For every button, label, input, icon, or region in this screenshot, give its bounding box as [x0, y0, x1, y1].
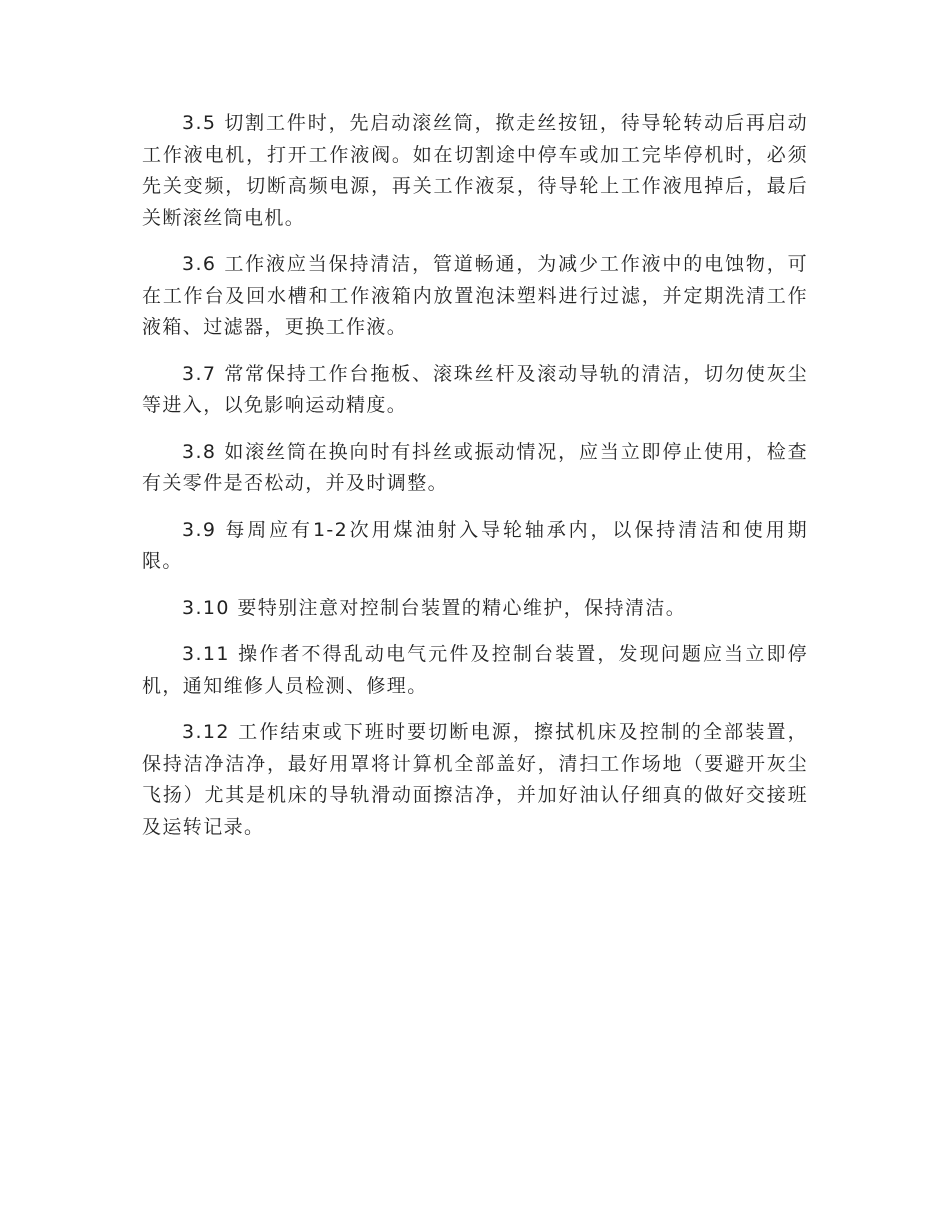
paragraph-3-12: 3.12 工作结束或下班时要切断电源，擦拭机床及控制的全部装置，保持洁净洁净，最好用罩将计算机全部盖好，清扫工作场地（要避开灰尘飞扬）尤其是机床的导轨滑动面擦洁净，并加好油认仔细真的做好交接班及运转记录。	[142, 721, 808, 838]
paragraph-3-7: 3.7 常常保持工作台拖板、滚珠丝杆及滚动导轨的清洁，切勿使灰尘等进入，以免影响运动精度。	[142, 362, 808, 416]
paragraph-3-9: 3.9 每周应有1-2次用煤油射入导轮轴承内，以保持清洁和使用期限。	[142, 518, 808, 572]
paragraph-3-6: 3.6 工作液应当保持清洁，管道畅通，为减少工作液中的电蚀物，可在工作台及回水槽和工作液箱内放置泡沫塑料进行过滤，并定期洗清工作液箱、过滤器，更换工作液。	[142, 253, 808, 338]
paragraph-3-8: 3.8 如滚丝筒在换向时有抖丝或振动情况，应当立即停止使用，检查有关零件是否松动，并及时调整。	[142, 440, 808, 494]
paragraph-3-11: 3.11 操作者不得乱动电气元件及控制台装置，发现问题应当立即停机，通知维修人员检测、修理。	[142, 643, 808, 697]
paragraph-3-10: 3.10 要特别注意对控制台装置的精心维护，保持清洁。	[182, 596, 687, 619]
paragraph-3-5: 3.5 切割工件时，先启动滚丝筒，揿走丝按钮，待导轮转动后再启动工作液电机，打开工作液阀。如在切割途中停车或加工完毕停机时，必须先关变频，切断高频电源，再关工作液泵，待导轮上工作液甩掉后，最后关断滚丝筒电机。	[142, 112, 808, 229]
